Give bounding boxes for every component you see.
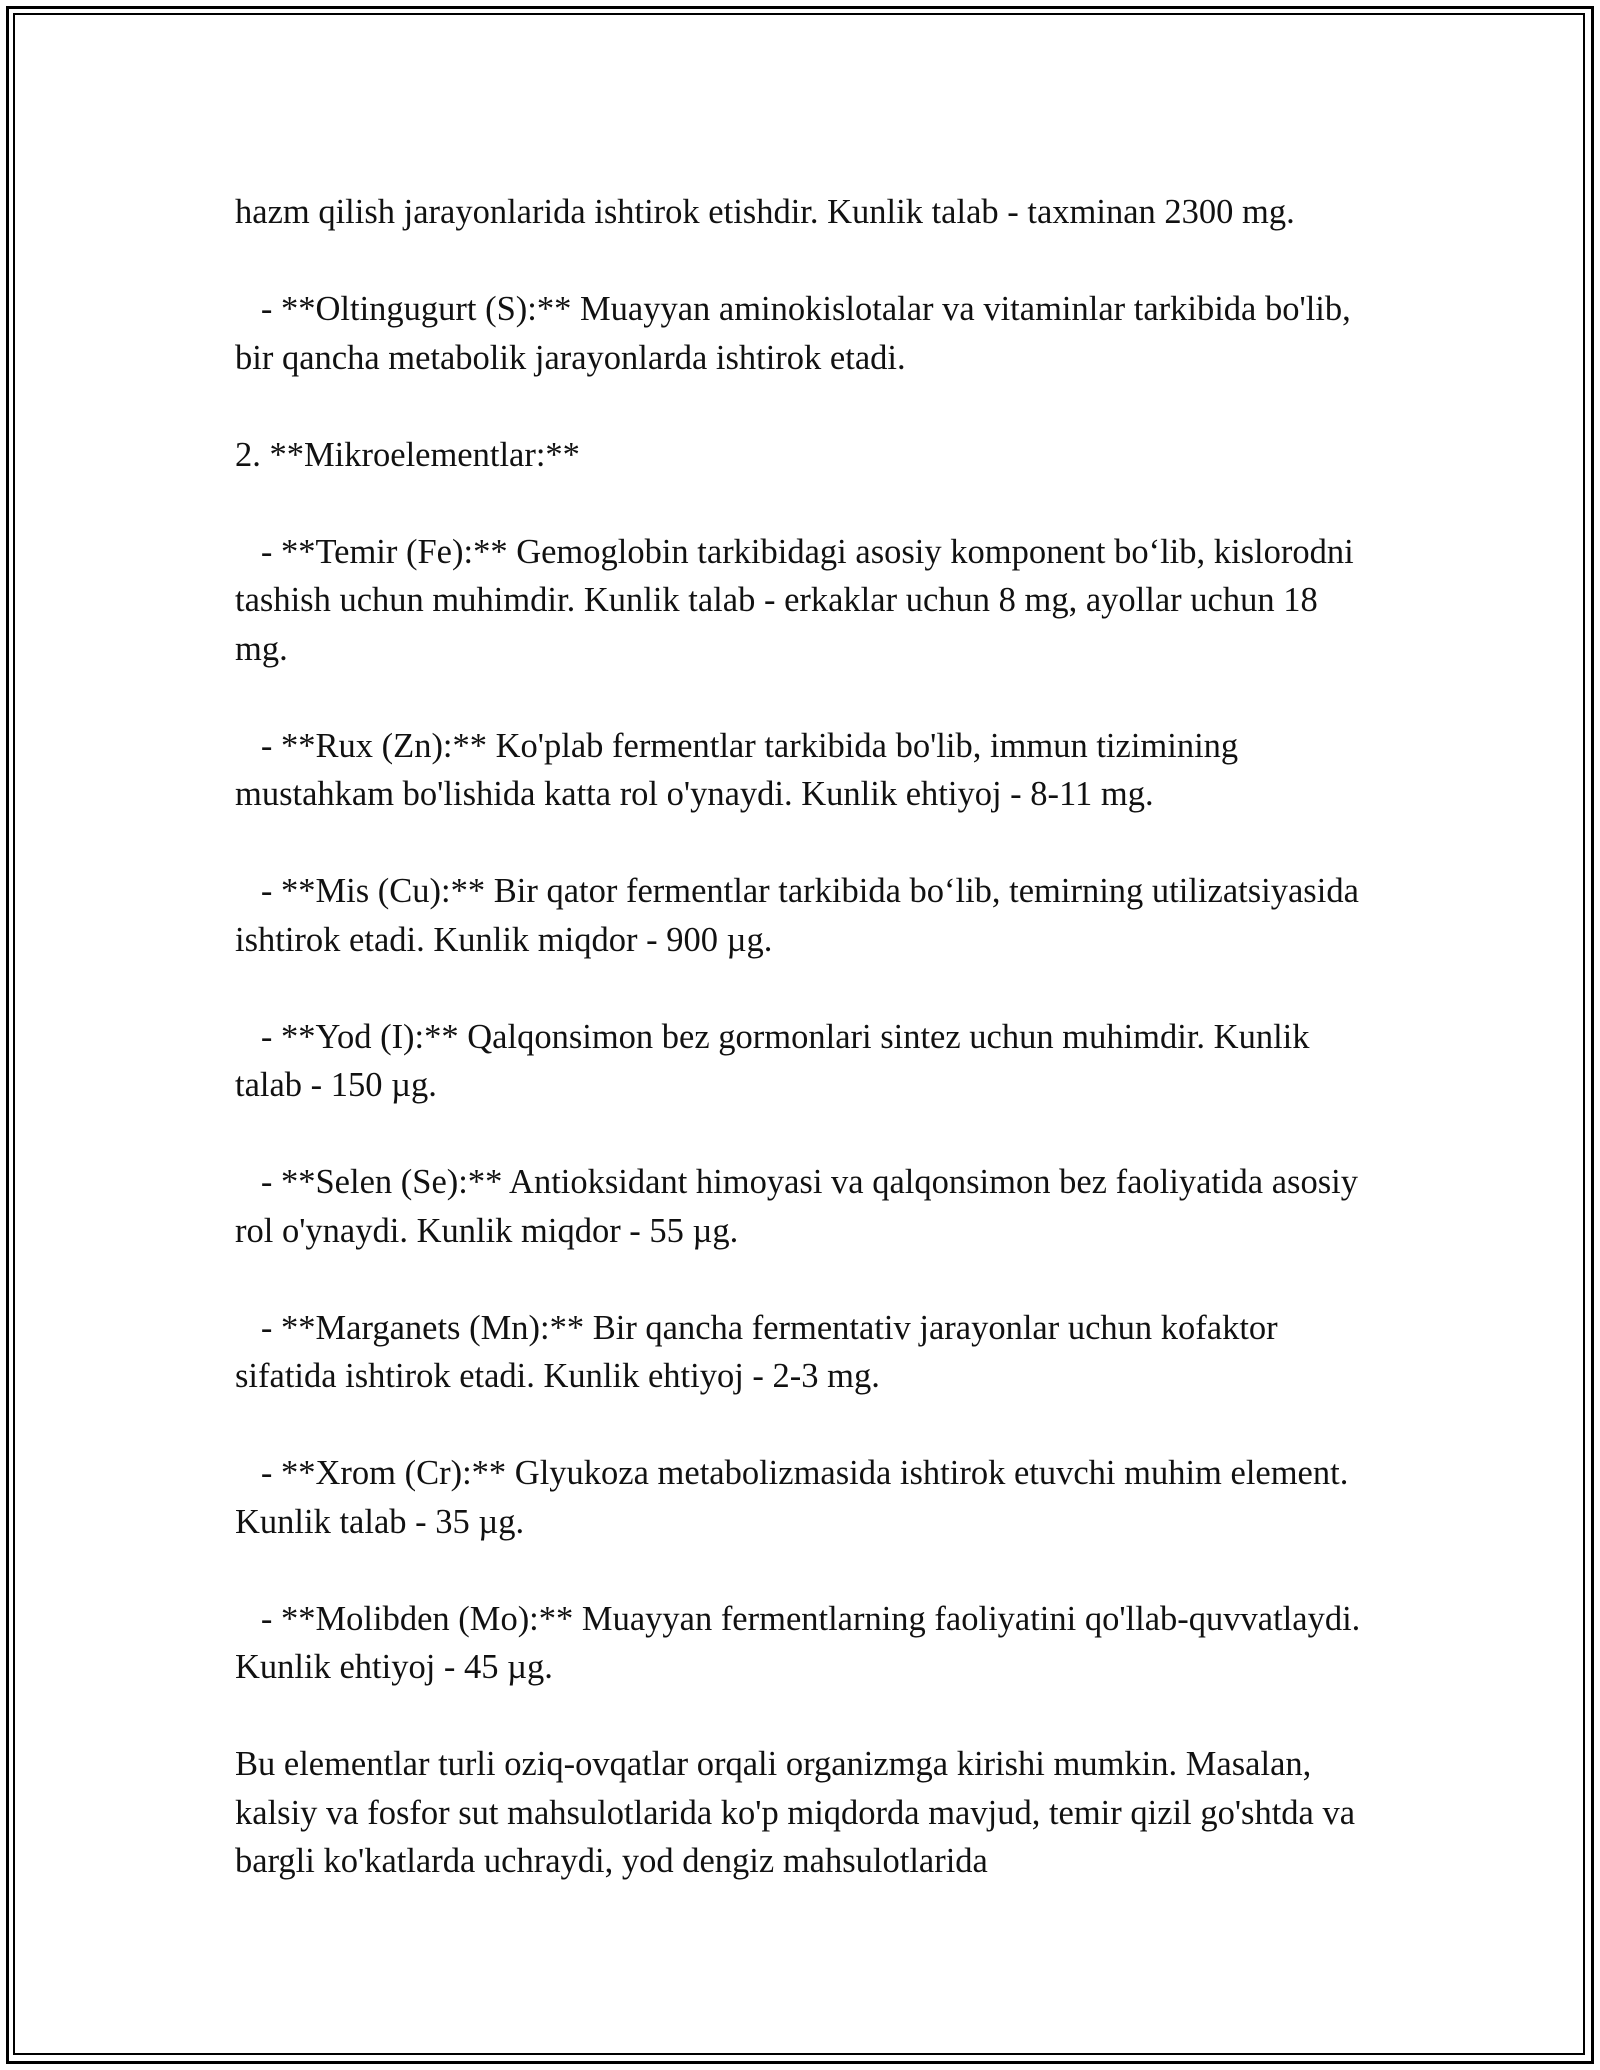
list-item-oltingugurt: - **Oltingugurt (S):** Muayyan aminokislotalar va vitaminlar tarkibida bo'lib, bir qancha metabolik jarayonlarda ishtirok etadi. (235, 290, 1360, 377)
paragraph-summary: Bu elementlar turli oziq-ovqatlar orqali organizmga kirishi mumkin. Masalan, kalsiy va fosfor sut mahsulotlarida ko'p miqdorda mavjud, temir qizil go'shtda va bargli ko'katlarda uchraydi, yod dengiz mahsulotlarida (235, 1745, 1364, 1880)
list-item-mis: - **Mis (Cu):** Bir qator fermentlar tarkibida bo‘lib, temirning utilizatsiyasida ishtirok etadi. Kunlik miqdor - 900 µg. (235, 872, 1368, 959)
list-item-selen: - **Selen (Se):** Antioksidant himoyasi va qalqonsimon bez faoliyatida asosiy rol o'ynaydi. Kunlik miqdor - 55 µg. (235, 1163, 1367, 1250)
paragraph-continuation: hazm qilish jarayonlarida ishtirok etishdir. Kunlik talab - taxminan 2300 mg. (235, 193, 1295, 231)
list-item-temir: - **Temir (Fe):** Gemoglobin tarkibidagi asosiy komponent bo‘lib, kislorodni tashish uchun muhimdir. Kunlik talab - erkaklar uchun 8 mg, ayollar uchun 18 mg. (235, 532, 1363, 668)
document-body (235, 188, 1375, 1886)
section-heading-mikroelementlar: 2. **Mikroelementlar:** (235, 435, 580, 474)
list-item-yod: - **Yod (I):** Qalqonsimon bez gormonlari sintez uchun muhimdir. Kunlik talab - 150 µg. (235, 1017, 1319, 1104)
list-item-molibden: - **Molibden (Mo):** Muayyan fermentlarning faoliyatini qo'llab-quvvatlaydi. Kunlik ehtiyoj - 45 µg. (235, 1599, 1369, 1686)
list-item-rux: - **Rux (Zn):** Ko'plab fermentlar tarkibida bo'lib, immun tizimining mustahkam bo'lishida katta rol o'ynaydi. Kunlik ehtiyoj - 8-11 mg. (235, 726, 1247, 813)
list-item-xrom: - **Xrom (Cr):** Glyukoza metabolizmasida ishtirok etuvchi muhim element. Kunlik talab - 35 µg. (235, 1454, 1357, 1541)
list-item-marganets: - **Marganets (Mn):** Bir qancha fermentativ jarayonlar uchun kofaktor sifatida ishtirok etadi. Kunlik ehtiyoj - 2-3 mg. (235, 1308, 1287, 1395)
